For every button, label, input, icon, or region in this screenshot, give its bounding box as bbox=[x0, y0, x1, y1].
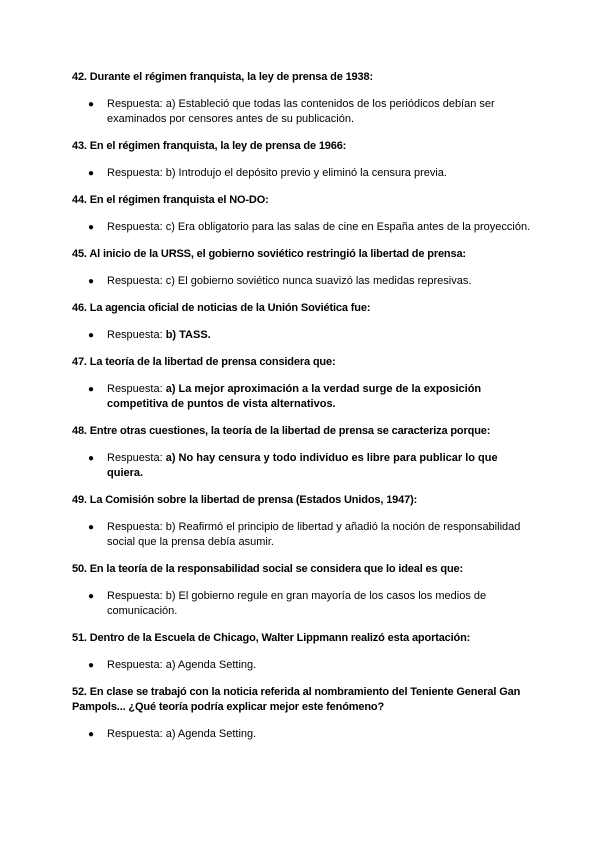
question-text: 47. La teoría de la libertad de prensa considera que: bbox=[72, 356, 336, 368]
question-block bbox=[72, 70, 532, 127]
answer-text: a) La mejor aproximación a la verdad surge de la exposición competitiva de puntos de vista alternativos. bbox=[107, 383, 482, 410]
answer-text: b) Reafirmó el principio de libertad y añadió la noción de responsabilidad social que la prensa debía asumir. bbox=[107, 521, 521, 548]
question-text: 52. En clase se trabajó con la noticia referida al nombramiento del Teniente General Gan Pampols... ¿Qué teoría podría explicar mejor este fenómeno? bbox=[72, 686, 521, 713]
answer-text: a) Agenda Setting. bbox=[165, 659, 257, 671]
answer-prefix: Respuesta: bbox=[107, 98, 166, 110]
answer-prefix: Respuesta: bbox=[107, 221, 166, 233]
question-block bbox=[72, 193, 532, 235]
question-text: 49. La Comisión sobre la libertad de prensa (Estados Unidos, 1947): bbox=[72, 494, 418, 506]
bullet-icon: ● bbox=[88, 660, 95, 671]
answer-text: a) Agenda Setting. bbox=[165, 728, 257, 740]
answer-item bbox=[72, 220, 532, 235]
answer-item bbox=[72, 451, 532, 481]
question-text: 42. Durante el régimen franquista, la ley de prensa de 1938: bbox=[72, 71, 373, 83]
answer-text: a) No hay censura y todo individuo es libre para publicar lo que quiera. bbox=[107, 452, 498, 479]
answer-item bbox=[72, 727, 532, 742]
bullet-icon: ● bbox=[88, 522, 95, 533]
question-block bbox=[72, 355, 532, 412]
bullet-icon: ● bbox=[88, 330, 95, 341]
answer-text: b) El gobierno regule en gran mayoría de los casos los medios de comunicación. bbox=[107, 590, 487, 617]
question-text: 44. En el régimen franquista el NO-DO: bbox=[72, 194, 269, 206]
question-block bbox=[72, 562, 532, 619]
question-text: 50. En la teoría de la responsabilidad social se considera que lo ideal es que: bbox=[72, 563, 464, 575]
bullet-icon: ● bbox=[88, 168, 95, 179]
bullet-icon: ● bbox=[88, 591, 95, 602]
answer-text: b) Introdujo el depósito previo y eliminó la censura previa. bbox=[165, 167, 447, 179]
answer-text: c) El gobierno soviético nunca suavizó las medidas represivas. bbox=[165, 275, 472, 287]
answer-text: b) TASS. bbox=[165, 329, 211, 341]
question-block bbox=[72, 247, 532, 289]
answer-prefix: Respuesta: bbox=[107, 659, 166, 671]
question-text: 46. La agencia oficial de noticias de la Unión Soviética fue: bbox=[72, 302, 371, 314]
answer-item bbox=[72, 166, 532, 181]
question-block bbox=[72, 631, 532, 673]
answer-item bbox=[72, 658, 532, 673]
bullet-icon: ● bbox=[88, 729, 95, 740]
bullet-icon: ● bbox=[88, 453, 95, 464]
answer-item bbox=[72, 328, 532, 343]
question-block bbox=[72, 301, 532, 343]
answer-text: c) Era obligatorio para las salas de cine en España antes de la proyección. bbox=[165, 221, 531, 233]
question-text: 51. Dentro de la Escuela de Chicago, Walter Lippmann realizó esta aportación: bbox=[72, 632, 471, 644]
bullet-icon: ● bbox=[88, 276, 95, 287]
document-page bbox=[72, 70, 532, 754]
question-block bbox=[72, 685, 532, 742]
question-text: 48. Entre otras cuestiones, la teoría de la libertad de prensa se caracteriza porque: bbox=[72, 425, 491, 437]
bullet-icon: ● bbox=[88, 99, 95, 110]
answer-item bbox=[72, 382, 532, 412]
answer-prefix: Respuesta: bbox=[107, 452, 166, 464]
answer-prefix: Respuesta: bbox=[107, 275, 166, 287]
answer-prefix: Respuesta: bbox=[107, 590, 166, 602]
question-text: 43. En el régimen franquista, la ley de prensa de 1966: bbox=[72, 140, 347, 152]
question-block bbox=[72, 139, 532, 181]
answer-item bbox=[72, 274, 532, 289]
answer-item bbox=[72, 520, 532, 550]
bullet-icon: ● bbox=[88, 222, 95, 233]
answer-prefix: Respuesta: bbox=[107, 329, 166, 341]
answer-prefix: Respuesta: bbox=[107, 167, 166, 179]
answer-item bbox=[72, 589, 532, 619]
question-text: 45. Al inicio de la URSS, el gobierno soviético restringió la libertad de prensa: bbox=[72, 248, 466, 260]
question-block bbox=[72, 493, 532, 550]
answer-item bbox=[72, 97, 532, 127]
question-block bbox=[72, 424, 532, 481]
answer-text: a) Estableció que todas las contenidos de los periódicos debían ser examinados por censores antes de su publicación. bbox=[107, 98, 495, 125]
answer-prefix: Respuesta: bbox=[107, 521, 166, 533]
bullet-icon: ● bbox=[88, 384, 95, 395]
answer-prefix: Respuesta: bbox=[107, 383, 166, 395]
answer-prefix: Respuesta: bbox=[107, 728, 166, 740]
